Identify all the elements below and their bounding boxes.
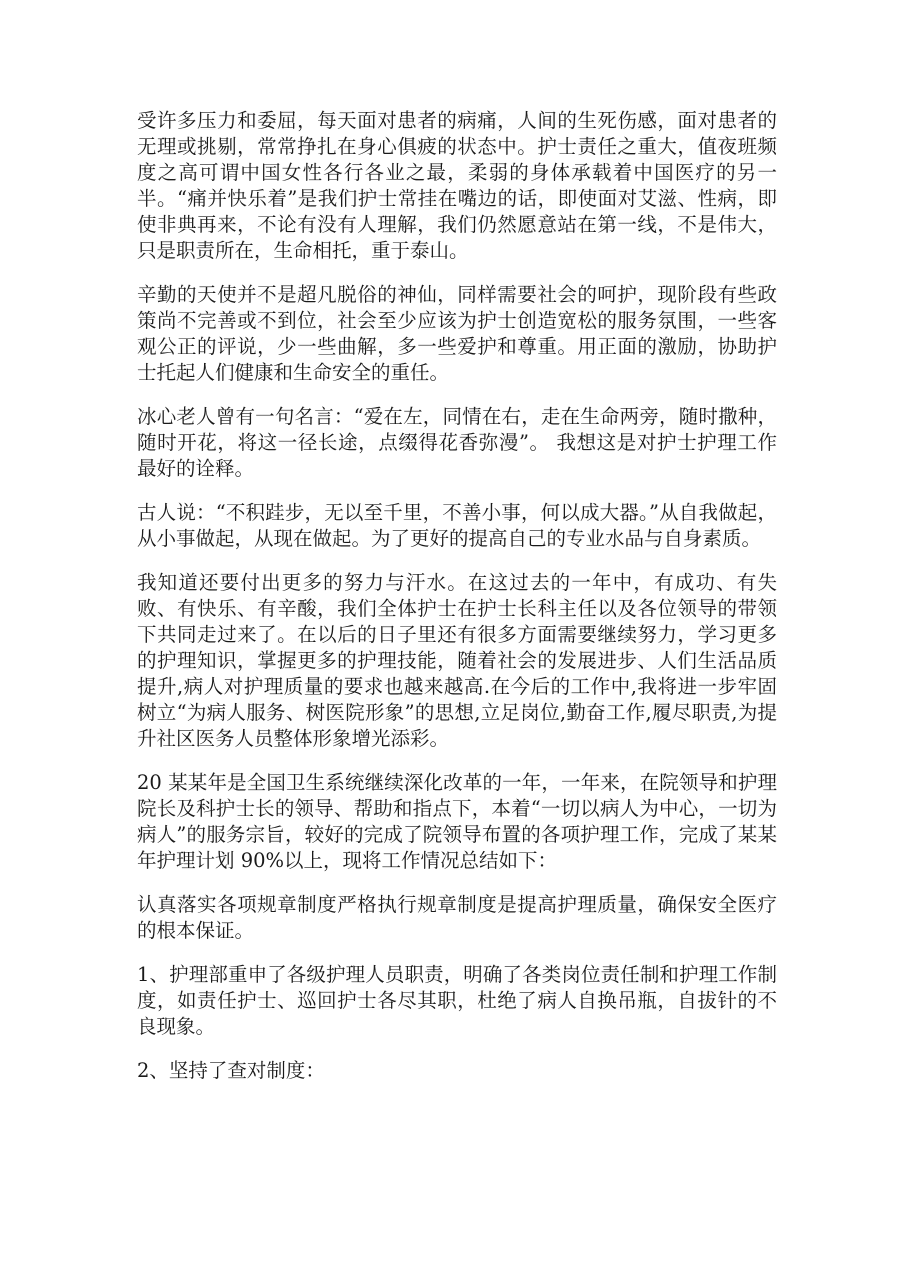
paragraph-7: 认真落实各项规章制度严格执行规章制度是提高护理质量，确保安全医疗的根本保证。 [137, 893, 777, 942]
paragraph-3: 冰心老人曾有一句名言：“爱在左，同情在右，走在生命两旁，随时撒种，随时开花，将这一径长途，点缀得花香弥漫”。 我想这是对护士护理工作最好的诠释。 [137, 405, 777, 480]
paragraph-9: 2、坚持了查对制度： [137, 1059, 325, 1082]
paragraph-8: 1、护理部重申了各级护理人员职责，明确了各类岗位责任制和护理工作制度，如责任护士、巡回护士各尽其职，杜绝了病人自换吊瓶，自拔针的不良现象。 [137, 963, 777, 1038]
paragraph-2: 辛勤的天使并不是超凡脱俗的神仙，同样需要社会的呵护，现阶段有些政策尚不完善或不到位，社会至少应该为护士创造宽松的服务氛围，一些客观公正的评说，少一些曲解，多一些爱护和尊重。用正面的激励，协助护士托起人们健康和生命安全的重任。 [137, 283, 777, 384]
paragraph-1: 受许多压力和委屈，每天面对患者的病痛，人间的生死伤感，面对患者的无理或挑剔，常常挣扎在身心俱疲的状态中。护士责任之重大，值夜班频度之高可谓中国女性各行各业之最，柔弱的身体承载着中国医疗的另一半。“痛并快乐着”是我们护士常挂在嘴边的话，即使面对艾滋、性病，即使非典再来，不论有没有人理解，我们仍然愿意站在第一线，不是伟大，只是职责所在，生命相托，重于泰山。 [137, 109, 777, 262]
paragraph-6: 20 某某年是全国卫生系统继续深化改革的一年，一年来，在院领导和护理院长及科护士长的领导、帮助和指点下，本着“一切以病人为中心，一切为病人”的服务宗旨，较好的完成了院领导布置的各项护理工作，完成了某某年护理计划 90%以上，现将工作情况总结如下： [137, 771, 777, 872]
paragraph-4: 古人说：“不积跬步，无以至千里，不善小事，何以成大器。”从自我做起，从小事做起，从现在做起。为了更好的提高自己的专业水品与自身素质。 [137, 501, 777, 550]
paragraph-5: 我知道还要付出更多的努力与汗水。在这过去的一年中，有成功、有失败、有快乐、有辛酸，我们全体护士在护士长科主任以及各位领导的带领下共同走过来了。在以后的日子里还有很多方面需要继续努力，学习更多的护理知识，掌握更多的护理技能，随着社会的发展进步、人们生活品质提升,病人对护理质量的要求也越来越高.在今后的工作中,我将进一步牢固树立“为病人服务、树医院形象”的思想,立足岗位,勤奋工作,履尽职责,为提升社区医务人员整体形象增光添彩。 [137, 571, 777, 750]
document-body [137, 108, 777, 1102]
